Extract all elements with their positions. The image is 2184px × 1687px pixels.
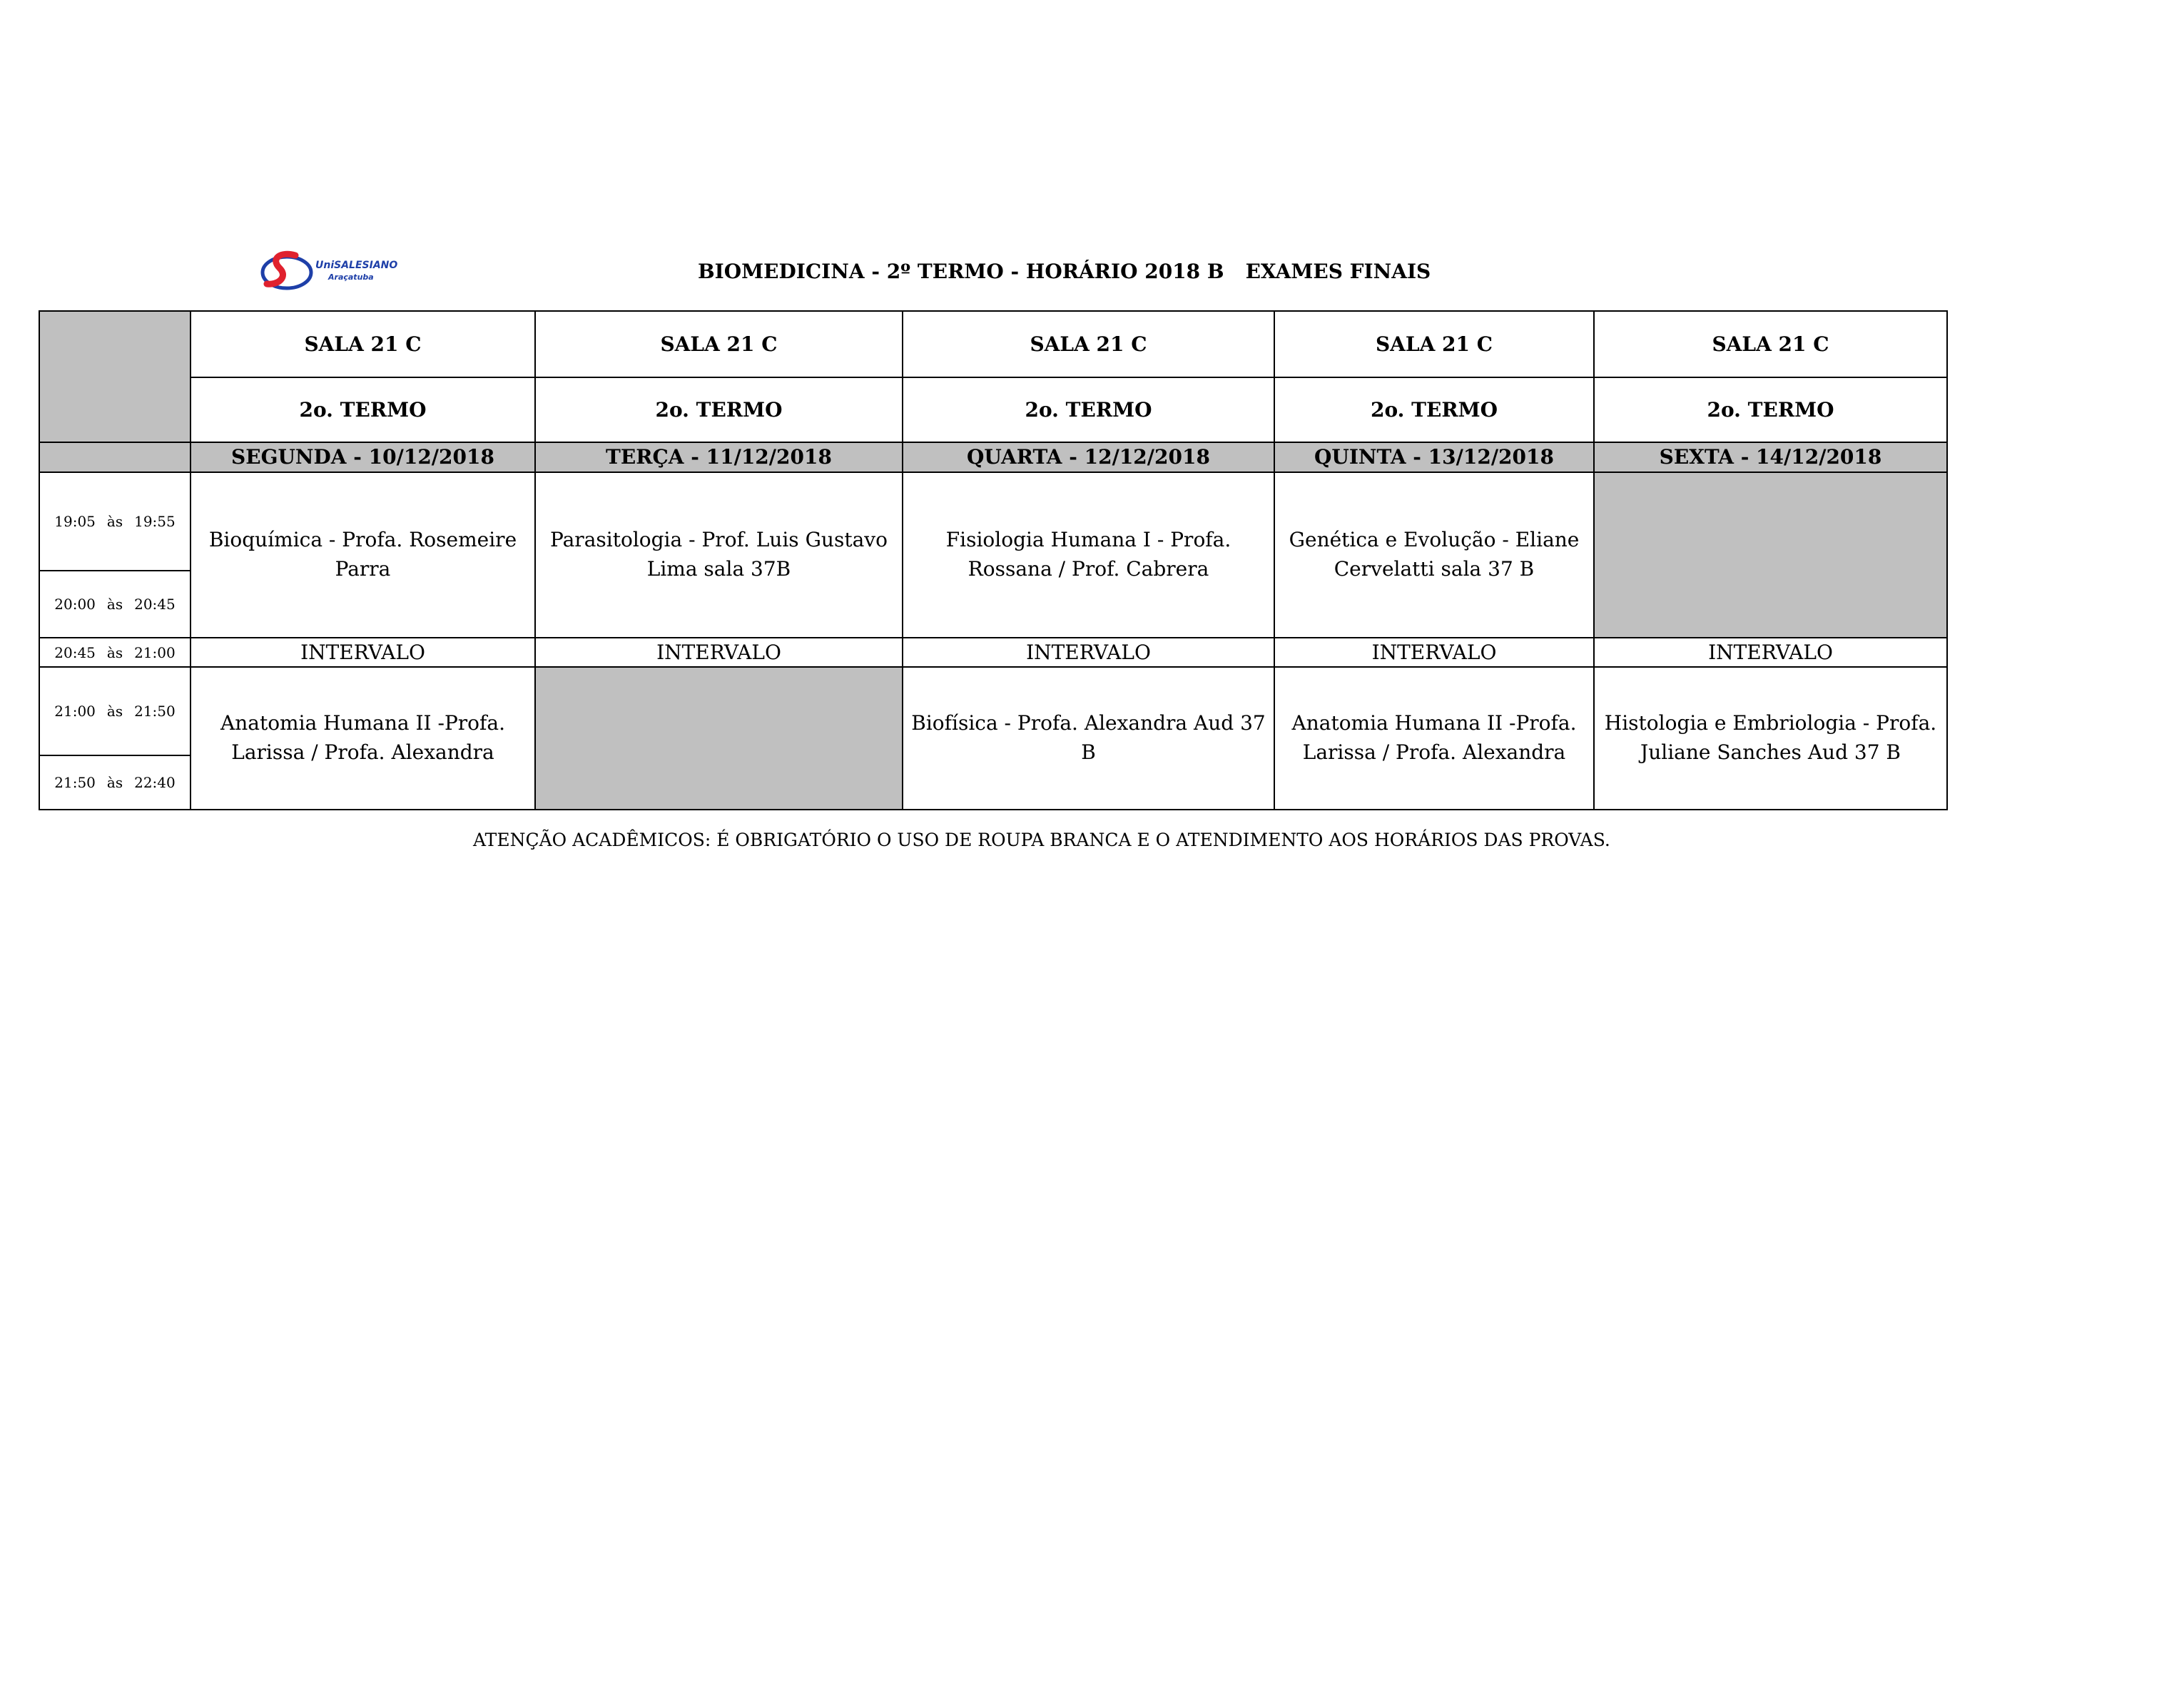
day-label: SEGUNDA - 10/12/2018 [191, 442, 535, 472]
exam-cell: Anatomia Humana II -Profa. Larissa / Profa. Alexandra [191, 667, 535, 810]
room-label: SALA 21 C [191, 311, 535, 377]
interval-label: INTERVALO [1274, 638, 1594, 667]
day-label: QUARTA - 12/12/2018 [903, 442, 1274, 472]
exam-cell: Genética e Evolução - Eliane Cervelatti sala 37 B [1274, 472, 1594, 638]
day-label: TERÇA - 11/12/2018 [535, 442, 903, 472]
time-slot: 19:05 às 19:55 [39, 472, 191, 571]
room-label: SALA 21 C [1274, 311, 1594, 377]
termo-label: 2o. TERMO [903, 377, 1274, 442]
title-main: BIOMEDICINA - 2º TERMO - HORÁRIO 2018 B [698, 260, 1224, 283]
exam-cell: Parasitologia - Prof. Luis Gustavo Lima sala 37B [535, 472, 903, 638]
unisalesiano-logo [260, 248, 410, 295]
notice-text: ATENÇÃO ACADÊMICOS: É OBRIGATÓRIO O USO DE ROUPA BRANCA E O ATENDIMENTO AOS HORÁRIOS DAS PROVAS. [473, 830, 1610, 850]
room-label: SALA 21 C [535, 311, 903, 377]
time-slot: 20:00 às 20:45 [39, 571, 191, 638]
header-row-room [39, 311, 1947, 377]
interval-row [39, 638, 1947, 667]
day-label: QUINTA - 13/12/2018 [1274, 442, 1594, 472]
page-title [698, 260, 1431, 283]
header-row-termo [39, 377, 1947, 442]
exam-cell: Biofísica - Profa. Alexandra Aud 37 B [903, 667, 1274, 810]
title-sub: EXAMES FINAIS [1245, 260, 1431, 283]
room-label: SALA 21 C [903, 311, 1274, 377]
time-slot: 20:45 às 21:00 [39, 638, 191, 667]
interval-label: INTERVALO [191, 638, 535, 667]
interval-label: INTERVALO [535, 638, 903, 667]
exam-cell: Fisiologia Humana I - Profa. Rossana / Prof. Cabrera [903, 472, 1274, 638]
empty-exam-cell [1594, 472, 1947, 638]
termo-label: 2o. TERMO [1274, 377, 1594, 442]
time-slot: 21:50 às 22:40 [39, 755, 191, 810]
time-row-1 [39, 472, 1947, 571]
exam-cell: Histologia e Embriologia - Profa. Juliane Sanches Aud 37 B [1594, 667, 1947, 810]
exam-schedule-table [39, 310, 1948, 810]
termo-label: 2o. TERMO [1594, 377, 1947, 442]
interval-label: INTERVALO [903, 638, 1274, 667]
empty-exam-cell [535, 667, 903, 810]
logo-text-city: Araçatuba [328, 272, 374, 282]
logo-swoosh-icon [260, 248, 317, 295]
time-row-4 [39, 667, 1947, 755]
corner-cell [39, 311, 191, 442]
exam-cell: Anatomia Humana II -Profa. Larissa / Profa. Alexandra [1274, 667, 1594, 810]
days-corner-cell [39, 442, 191, 472]
time-slot: 21:00 às 21:50 [39, 667, 191, 755]
exam-cell: Bioquímica - Profa. Rosemeire Parra [191, 472, 535, 638]
header-row-days [39, 442, 1947, 472]
interval-label: INTERVALO [1594, 638, 1947, 667]
termo-label: 2o. TERMO [535, 377, 903, 442]
termo-label: 2o. TERMO [191, 377, 535, 442]
logo-text-name: UniSALESIANO [315, 260, 398, 271]
day-label: SEXTA - 14/12/2018 [1594, 442, 1947, 472]
room-label: SALA 21 C [1594, 311, 1947, 377]
